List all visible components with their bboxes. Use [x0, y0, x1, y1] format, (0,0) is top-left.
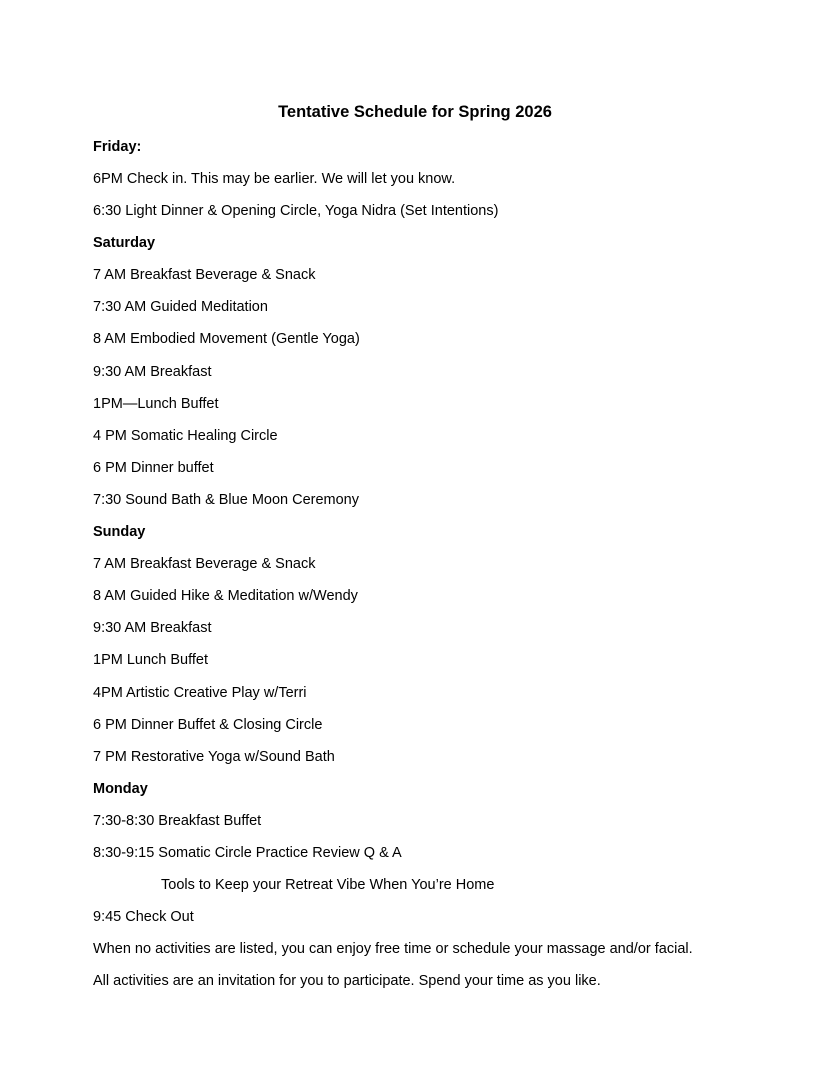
day-heading-sunday: Sunday — [93, 524, 146, 540]
schedule-item: 6PM Check in. This may be earlier. We will let you know. — [93, 171, 456, 187]
schedule-item: 7:30-8:30 Breakfast Buffet — [93, 813, 262, 829]
schedule-item: 4PM Artistic Creative Play w/Terri — [93, 685, 307, 701]
schedule-item: 9:30 AM Breakfast — [93, 620, 212, 636]
schedule-item: 1PM Lunch Buffet — [93, 652, 209, 668]
schedule-subitem: Tools to Keep your Retreat Vibe When You’re Home — [161, 877, 495, 893]
day-heading-friday: Friday: — [93, 139, 142, 155]
schedule-item: 1PM—Lunch Buffet — [93, 396, 219, 412]
schedule-item: 7 AM Breakfast Beverage & Snack — [93, 556, 316, 572]
schedule-item: 4 PM Somatic Healing Circle — [93, 428, 278, 444]
document-title: Tentative Schedule for Spring 2026 — [278, 103, 552, 121]
schedule-item: 7:30 Sound Bath & Blue Moon Ceremony — [93, 492, 359, 508]
schedule-item: 9:30 AM Breakfast — [93, 364, 212, 380]
schedule-item: 8 AM Embodied Movement (Gentle Yoga) — [93, 331, 360, 347]
note-free-time: When no activities are listed, you can enjoy free time or schedule your massage and/or facial. — [93, 941, 693, 957]
schedule-item: 7 AM Breakfast Beverage & Snack — [93, 267, 316, 283]
schedule-item: 6:30 Light Dinner & Opening Circle, Yoga Nidra (Set Intentions) — [93, 203, 499, 219]
schedule-item: 9:45 Check Out — [93, 909, 194, 925]
day-heading-monday: Monday — [93, 781, 148, 797]
schedule-item: 7:30 AM Guided Meditation — [93, 299, 268, 315]
schedule-item: 8:30-9:15 Somatic Circle Practice Review Q & A — [93, 845, 402, 861]
schedule-item: 6 PM Dinner Buffet & Closing Circle — [93, 717, 323, 733]
note-invitation: All activities are an invitation for you to participate. Spend your time as you like. — [93, 973, 601, 989]
schedule-item: 8 AM Guided Hike & Meditation w/Wendy — [93, 588, 358, 604]
schedule-item: 6 PM Dinner buffet — [93, 460, 214, 476]
day-heading-saturday: Saturday — [93, 235, 156, 251]
schedule-item: 7 PM Restorative Yoga w/Sound Bath — [93, 749, 335, 765]
